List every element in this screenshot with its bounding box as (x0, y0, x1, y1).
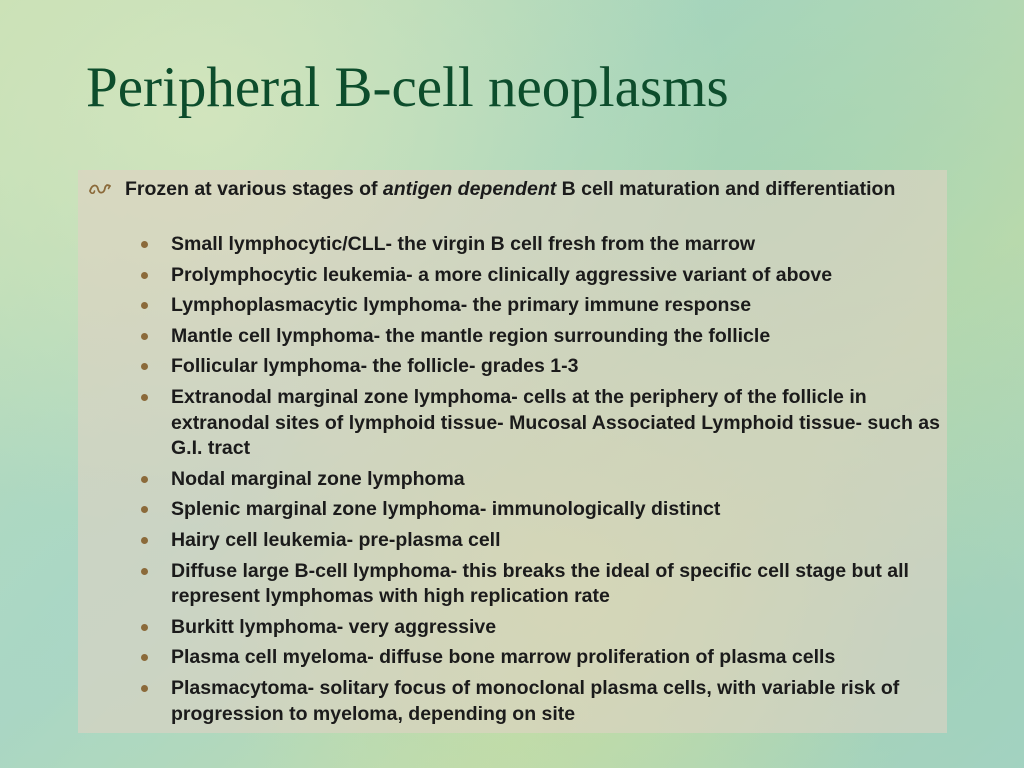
list-item (171, 528, 941, 554)
sub-bullet-text: Plasmacytoma- solitary focus of monoclonal plasma cells, with variable risk of progression to myeloma, depending on site (171, 676, 900, 725)
list-item (171, 645, 941, 671)
sub-bullet-text: Hairy cell leukemia- pre-plasma cell (171, 528, 501, 551)
sub-bullet-text: Small lymphocytic/CLL- the virgin B cell fresh from the marrow (171, 233, 756, 255)
list-item (171, 467, 941, 493)
dot-bullet-icon (141, 568, 148, 575)
dot-bullet-icon (141, 506, 148, 513)
dot-bullet-icon (141, 685, 148, 692)
main-bullet-emphasis: antigen dependent (382, 178, 557, 200)
content-panel (78, 170, 947, 733)
dot-bullet-icon (141, 537, 148, 544)
sub-bullet-text: Plasma cell myeloma- diffuse bone marrow proliferation of plasma cells (171, 646, 836, 669)
sub-bullet-text: Extranodal marginal zone lymphoma- cells at the periphery of the follicle in extranodal sites of lymphoid tissue- Mucosal Associated Lymphoid tissue- such as G.I. tract (171, 385, 940, 460)
list-item (171, 615, 941, 641)
dot-bullet-icon (141, 394, 148, 401)
dot-bullet-icon (141, 624, 148, 631)
sub-bullet-text: Prolymphocytic leukemia- a more clinically aggressive variant of above (171, 263, 833, 286)
sub-bullet-text: Nodal marginal zone lymphoma (171, 467, 465, 490)
list-item (171, 293, 941, 319)
main-bullet-text (125, 176, 925, 202)
sub-bullet-text: Follicular lymphoma- the follicle- grades 1-3 (171, 355, 579, 378)
list-item (171, 559, 941, 610)
dot-bullet-icon (141, 302, 148, 309)
list-item (171, 497, 941, 523)
dot-bullet-icon (141, 363, 148, 370)
slide-title: Peripheral B-cell neoplasms (86, 56, 729, 119)
sub-bullet-list (171, 232, 941, 732)
scroll-bullet-icon (88, 182, 112, 196)
list-item (171, 324, 941, 350)
sub-bullet-text: Mantle cell lymphoma- the mantle region surrounding the follicle (171, 324, 771, 347)
list-item (171, 263, 941, 289)
sub-bullet-text: Diffuse large B-cell lymphoma- this breaks the ideal of specific cell stage but all represent lymphomas with high replication rate (171, 559, 909, 608)
list-item (171, 354, 941, 380)
main-bullet-text-before: Frozen at various stages of (125, 178, 383, 200)
list-item (171, 676, 941, 727)
sub-bullet-text: Splenic marginal zone lymphoma- immunologically distinct (171, 498, 721, 521)
list-item (171, 232, 941, 258)
main-bullet-text-after: B cell maturation and differentiation (556, 178, 896, 200)
dot-bullet-icon (141, 333, 148, 340)
list-item (171, 385, 941, 462)
sub-bullet-text: Lymphoplasmacytic lymphoma- the primary immune response (171, 294, 752, 317)
dot-bullet-icon (141, 654, 148, 661)
dot-bullet-icon (141, 476, 148, 483)
dot-bullet-icon (141, 241, 148, 248)
sub-bullet-text: Burkitt lymphoma- very aggressive (171, 615, 497, 638)
dot-bullet-icon (141, 272, 148, 279)
